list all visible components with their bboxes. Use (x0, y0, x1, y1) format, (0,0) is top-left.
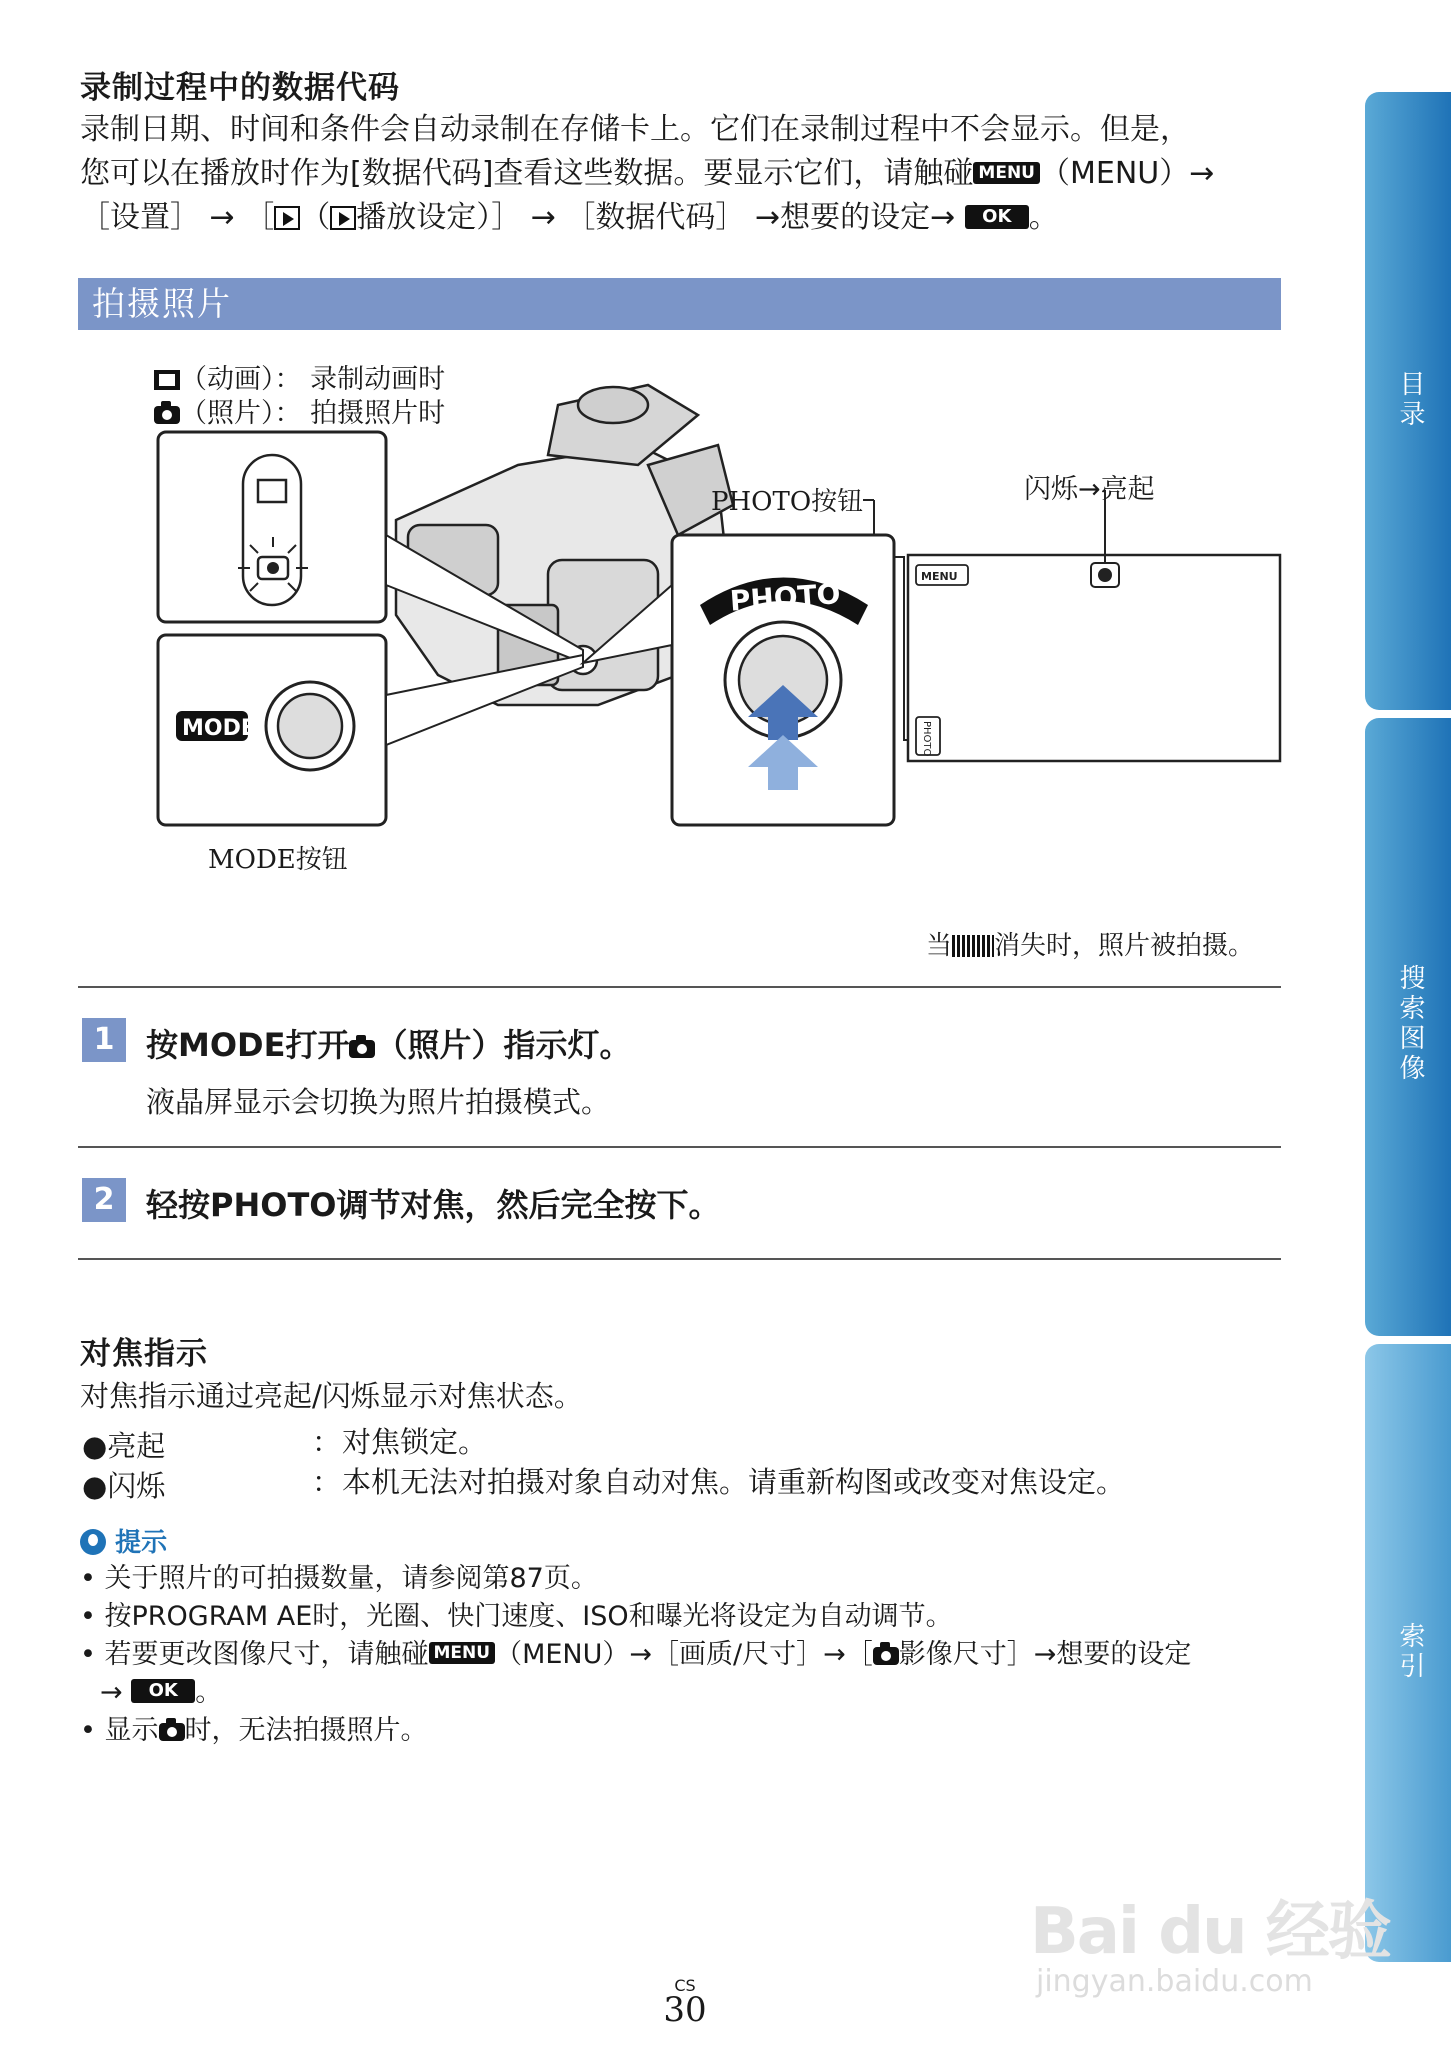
tab-search-images-label: 搜索图像 (1395, 964, 1425, 1084)
focus-row-desc: 对焦锁定。 (342, 1425, 488, 1459)
playback-icon (274, 206, 300, 230)
camera-icon (873, 1647, 899, 1665)
datacode-line3-text-a: ［设置］ → ［ (80, 200, 275, 235)
lightbulb-icon (80, 1529, 106, 1555)
tab-index-label: 索引 (1395, 1622, 1425, 1682)
menu-button-icon: MENU (973, 162, 1040, 184)
hint3-text-a: • 若要更改图像尺寸，请触碰 (80, 1639, 429, 1670)
photo-button-label: PHOTO按钮 (711, 487, 864, 517)
hint-item-cont (100, 1674, 222, 1712)
focus-row-term: ●闪烁 (82, 1469, 166, 1503)
step-2-title: 轻按PHOTO调节对焦，然后完全按下。 (146, 1186, 721, 1224)
page-number: 30 (663, 1990, 707, 2030)
focus-intro: 对焦指示通过亮起/闪烁显示对焦状态。 (80, 1379, 583, 1413)
datacode-line2-text: 您可以在播放时作为[数据代码]查看这些数据。要显示它们，请触碰 (80, 156, 974, 191)
focus-row-sep: ： (312, 1465, 342, 1499)
hints-header (80, 1522, 167, 1559)
flash-label: 闪烁→亮起 (1024, 474, 1155, 505)
hint4-text-a: • 显示 (80, 1715, 159, 1746)
hint3-text-c: 影像尺寸］→想要的设定 (898, 1639, 1192, 1670)
footer-lang: CS (674, 1976, 696, 1995)
watermark-url: jingyan.baidu.com (1036, 1964, 1313, 1999)
menu-button-icon: MENU (429, 1642, 496, 1664)
hints-label: 提示 (115, 1528, 168, 1558)
focus-indicator-icon (1098, 568, 1112, 582)
playback-icon-2 (330, 206, 356, 230)
mode-button-label: MODE按钮 (208, 845, 348, 875)
camera-figure (78, 345, 1288, 961)
legend-photo-text: （照片）： 拍摄照片时 (180, 398, 446, 429)
hint-item: • 关于照片的可拍摄数量，请参阅第87页。 (80, 1563, 598, 1594)
step-1-desc: 液晶屏显示会切换为照片拍摄模式。 (146, 1085, 611, 1119)
hint4-text-b: 时，无法拍摄照片。 (184, 1715, 428, 1746)
datacode-line3-end: 。 (1028, 200, 1059, 235)
figure-caption (926, 925, 1254, 962)
step-2-number: 2 (82, 1178, 126, 1222)
datacode-line3-text-b: （ (300, 200, 331, 235)
watermark-brand: Bai du 经验 (1030, 1895, 1390, 1969)
tab-contents[interactable] (1365, 92, 1451, 710)
focus-heading: 对焦指示 (80, 1336, 208, 1372)
divider (78, 986, 1281, 988)
step-1-title (146, 1020, 632, 1066)
tab-search-images[interactable] (1365, 718, 1451, 1336)
datacode-line2-text-b: （MENU）→ (1039, 156, 1215, 191)
datacode-line3-text-c: 播放设定）］ → ［数据代码］ →想要的设定→ (356, 200, 956, 235)
hint-item: • 按PROGRAM AE时，光圈、快门速度、ISO和曝光将设定为自动调节。 (80, 1601, 953, 1632)
hint-item (80, 1636, 1191, 1674)
datacode-line3 (80, 196, 1290, 240)
caption-text-a: 当 (926, 931, 953, 961)
hint-item (80, 1712, 428, 1750)
ok-button-icon: OK (131, 1679, 195, 1703)
divider (78, 1146, 1281, 1148)
hint3-end: 。 (195, 1677, 223, 1708)
mode-button (278, 694, 342, 758)
section-banner: 拍摄照片 (78, 278, 1281, 330)
mode-badge: MODE (182, 716, 256, 741)
caption-text-b: 消失时，照片被拍摄。 (994, 931, 1255, 961)
lcd-photo-text: PHOTO (921, 721, 932, 757)
step-1-title-a: 按MODE打开 (146, 1026, 350, 1064)
tab-index[interactable] (1365, 1344, 1451, 1962)
photo-badge: PHOTO (728, 577, 842, 618)
datacode-paragraph (80, 108, 1290, 240)
datacode-line2 (80, 152, 1290, 196)
lamp-switch (243, 455, 301, 605)
step-1-title-b: （照片）指示灯。 (375, 1026, 632, 1064)
datacode-heading: 录制过程中的数据代码 (80, 70, 400, 106)
hint3-arrow: → (100, 1677, 123, 1708)
ok-button-icon: OK (965, 205, 1029, 229)
datacode-line1: 录制日期、时间和条件会自动录制在存储卡上。它们在录制过程中不会显示。但是， (80, 112, 1190, 147)
tab-contents-label: 目录 (1395, 370, 1425, 430)
lcd-menu-text: MENU (921, 570, 958, 583)
divider (78, 1258, 1281, 1260)
camera-icon (349, 1040, 375, 1058)
legend-movie-text: （动画）： 录制动画时 (180, 364, 446, 395)
focus-row-sep: ： (312, 1425, 342, 1459)
step-1-number: 1 (82, 1018, 126, 1062)
hint3-text-b: （MENU）→［画质/尺寸］→［ (495, 1639, 873, 1670)
focus-row-term: ●亮起 (82, 1429, 166, 1463)
focus-bars-icon (952, 935, 994, 957)
focus-row-desc: 本机无法对拍摄对象自动对焦。请重新构图或改变对焦设定。 (342, 1465, 1126, 1499)
no-photo-icon (159, 1723, 185, 1741)
